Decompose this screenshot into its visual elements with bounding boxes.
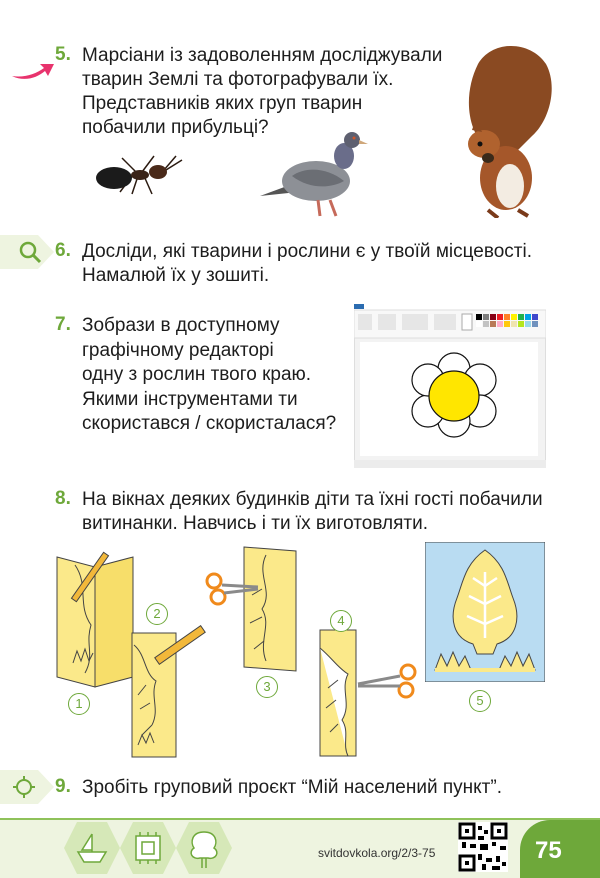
chip-icon[interactable] (118, 820, 178, 876)
ant-image (92, 148, 187, 198)
task-8-text: На вікнах деяких будинків діти та їхні гості побачили витинанки. Навчись і ти їх виготовляти. (82, 489, 543, 534)
task-5-number: 5. (55, 44, 71, 65)
pigeon-image (258, 126, 373, 224)
task-8-number: 8. (55, 488, 71, 509)
magnifier-icon (0, 235, 54, 269)
page-number: 75 (535, 837, 562, 864)
step-1-folded-paper (55, 545, 135, 690)
step-1-number: 1 (68, 693, 90, 715)
task-6-text: Досліди, які тварини і рослини є у твоїй місцевості. Намалюй їх у зошиті. (82, 241, 532, 286)
graphic-editor-screenshot (354, 302, 546, 468)
pink-arrow-icon (10, 60, 54, 84)
tree-icon[interactable] (174, 820, 234, 876)
step-5-number: 5 (469, 690, 491, 712)
task-9-number: 9. (55, 776, 71, 797)
task-7-number: 7. (55, 314, 71, 335)
task-7-text: Зобрази в доступному графічному редакторі одну з рослин твого краю. Якими інструментами ти скористався / скористалася? (82, 315, 337, 434)
step-3-cut-paper (200, 545, 300, 673)
task-9-text: Зробіть груповий проєкт “Мій населений пункт”. (82, 777, 502, 798)
step-3-number: 3 (256, 676, 278, 698)
squirrel-image (458, 40, 558, 218)
task-5-text: Марсіани із задоволенням досліджували тварин Землі та фотографували їх. Представників яких груп тварин побачили прибульці? (82, 45, 443, 138)
boat-icon[interactable] (62, 820, 122, 876)
step-4-number: 4 (330, 610, 352, 632)
gear-group-icon (0, 770, 54, 804)
step-5-vytynanka (425, 542, 545, 682)
step-2-number: 2 (146, 603, 168, 625)
step-4-cut-paper (312, 628, 422, 760)
qr-code-icon[interactable] (458, 822, 508, 872)
footer-url[interactable]: svitdovkola.org/2/3-75 (318, 846, 436, 860)
task-6-number: 6. (55, 240, 71, 261)
